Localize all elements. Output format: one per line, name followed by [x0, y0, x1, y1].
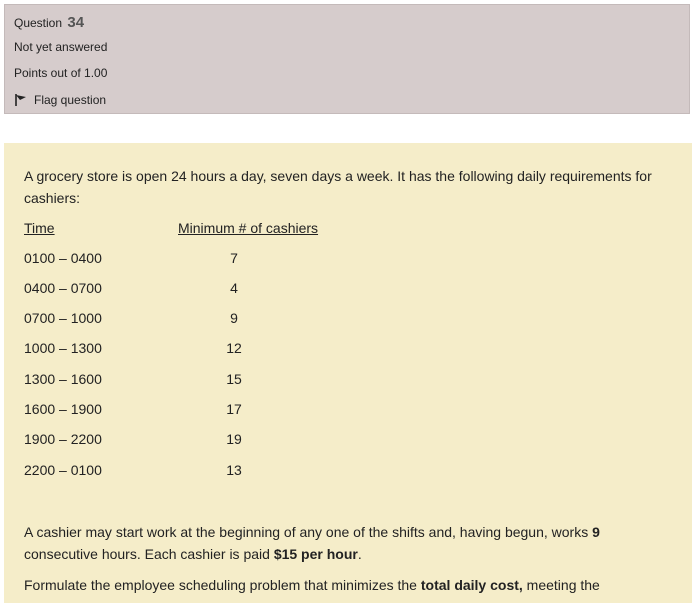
row-min: 7 [230, 250, 238, 266]
row-time: 1600 – 1900 [24, 401, 102, 417]
p1-text-e: . [357, 546, 362, 562]
row-min: 15 [226, 371, 242, 387]
flag-question-link[interactable] [14, 93, 106, 107]
p2-text-a: Formulate the employee scheduling problem that minimizes the [24, 577, 421, 593]
flag-icon [14, 93, 28, 107]
question-text [4, 143, 692, 603]
flag-question-label: Flag question [34, 93, 107, 107]
row-time: 1300 – 1600 [24, 371, 102, 387]
question-info-panel [4, 4, 690, 114]
row-time: 0100 – 0400 [24, 250, 102, 266]
question-number [14, 14, 84, 31]
question-points: Points out of 1.00 [14, 66, 108, 80]
row-min: 4 [230, 280, 238, 296]
question-status: Not yet answered [14, 40, 108, 54]
row-min: 12 [226, 340, 242, 356]
p1-pay: $15 per hour [273, 546, 358, 562]
p2-total-cost: total daily cost, [420, 577, 523, 593]
task-paragraph [24, 574, 684, 596]
row-time: 2200 – 0100 [24, 462, 102, 478]
question-number-value: 34 [67, 14, 85, 31]
table-header-time: Time [24, 220, 55, 236]
row-time: 1900 – 2200 [24, 431, 102, 447]
table-header-min-cashiers: Minimum # of cashiers [178, 220, 319, 236]
p2-text-c: meeting the [522, 577, 600, 593]
row-min: 13 [226, 462, 242, 478]
shift-rules-paragraph [24, 521, 664, 565]
row-min: 19 [226, 431, 242, 447]
question-label: Question [14, 16, 63, 30]
row-min: 17 [226, 401, 242, 417]
p1-text-c: consecutive hours. Each cashier is paid [24, 546, 274, 562]
row-time: 0700 – 1000 [24, 310, 102, 326]
row-min: 9 [230, 310, 238, 326]
row-time: 0400 – 0700 [24, 280, 102, 296]
row-time: 1000 – 1300 [24, 340, 102, 356]
p1-text-a: A cashier may start work at the beginning of any one of the shifts and, having begun, works [24, 524, 593, 540]
intro-paragraph: A grocery store is open 24 hours a day, seven days a week. It has the following daily requirements for cashiers: [24, 168, 652, 206]
p1-hours: 9 [592, 524, 600, 540]
